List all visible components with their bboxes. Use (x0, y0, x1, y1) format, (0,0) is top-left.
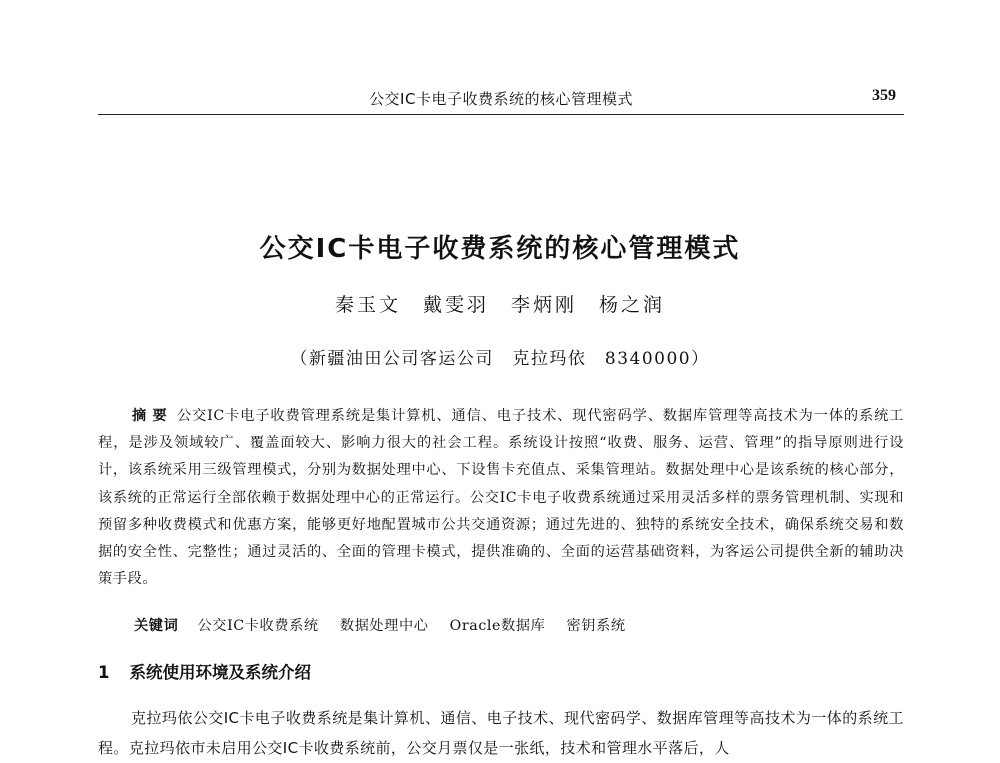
abstract-label: 摘要 (132, 408, 173, 424)
keyword: 密钥系统 (566, 618, 626, 634)
keyword: 公交IC卡收费系统 (197, 618, 319, 634)
paper-title: 公交IC卡电子收费系统的核心管理模式 (259, 234, 741, 264)
authors: 秦玉文 戴雯羽 李炳刚 杨之润 (334, 294, 665, 316)
body-paragraph: 克拉玛依公交IC卡电子收费系统是集计算机、通信、电子技术、现代密码学、数据库管理等高技术为一体的系统工程。克拉玛依市未启用公交IC卡收费系统前，公交月票仅是一张纸，技术和管理水平落后，人 (98, 709, 904, 757)
running-title: 公交IC卡电子收费系统的核心管理模式 (369, 90, 633, 108)
keywords (134, 615, 642, 635)
abstract (98, 403, 904, 593)
affiliation: （新疆油田公司客运公司 克拉玛依 8340000） (290, 349, 710, 369)
running-header (98, 86, 904, 115)
keyword: 数据处理中心 (339, 618, 429, 634)
page-number: 359 (872, 87, 896, 104)
keyword: Oracle数据库 (449, 618, 546, 634)
section-number: 1 (98, 663, 110, 682)
section-heading (98, 659, 311, 683)
abstract-text: 公交IC卡电子收费管理系统是集计算机、通信、电子技术、现代密码学、数据库管理等高技术为一体的系统工程，是涉及领域较广、覆盖面较大、影响力很大的社会工程。系统设计按照“收费、服务、运营、管理”的指导原则进行设计，该系统采用三级管理模式，分别为数据处理中心、下设售卡充值点、采集管理站。数据处理中心是该系统的核心部分，该系统的正常运行全部依赖于数据处理中心的正常运行。公交IC卡电子收费系统通过采用灵活多样的票务管理机制、实现和预留多种收费模式和优惠方案，能够更好地配置城市公共交通资源；通过先进的、独特的系统安全技术，确保系统交易和数据的安全性、完整性；通过灵活的、全面的管理卡模式，提供准确的、全面的运营基础资料，为客运公司提供全新的辅助决策手段。 (98, 408, 904, 588)
section-title: 系统使用环境及系统介绍 (129, 663, 311, 682)
keywords-label: 关键词 (134, 618, 179, 634)
